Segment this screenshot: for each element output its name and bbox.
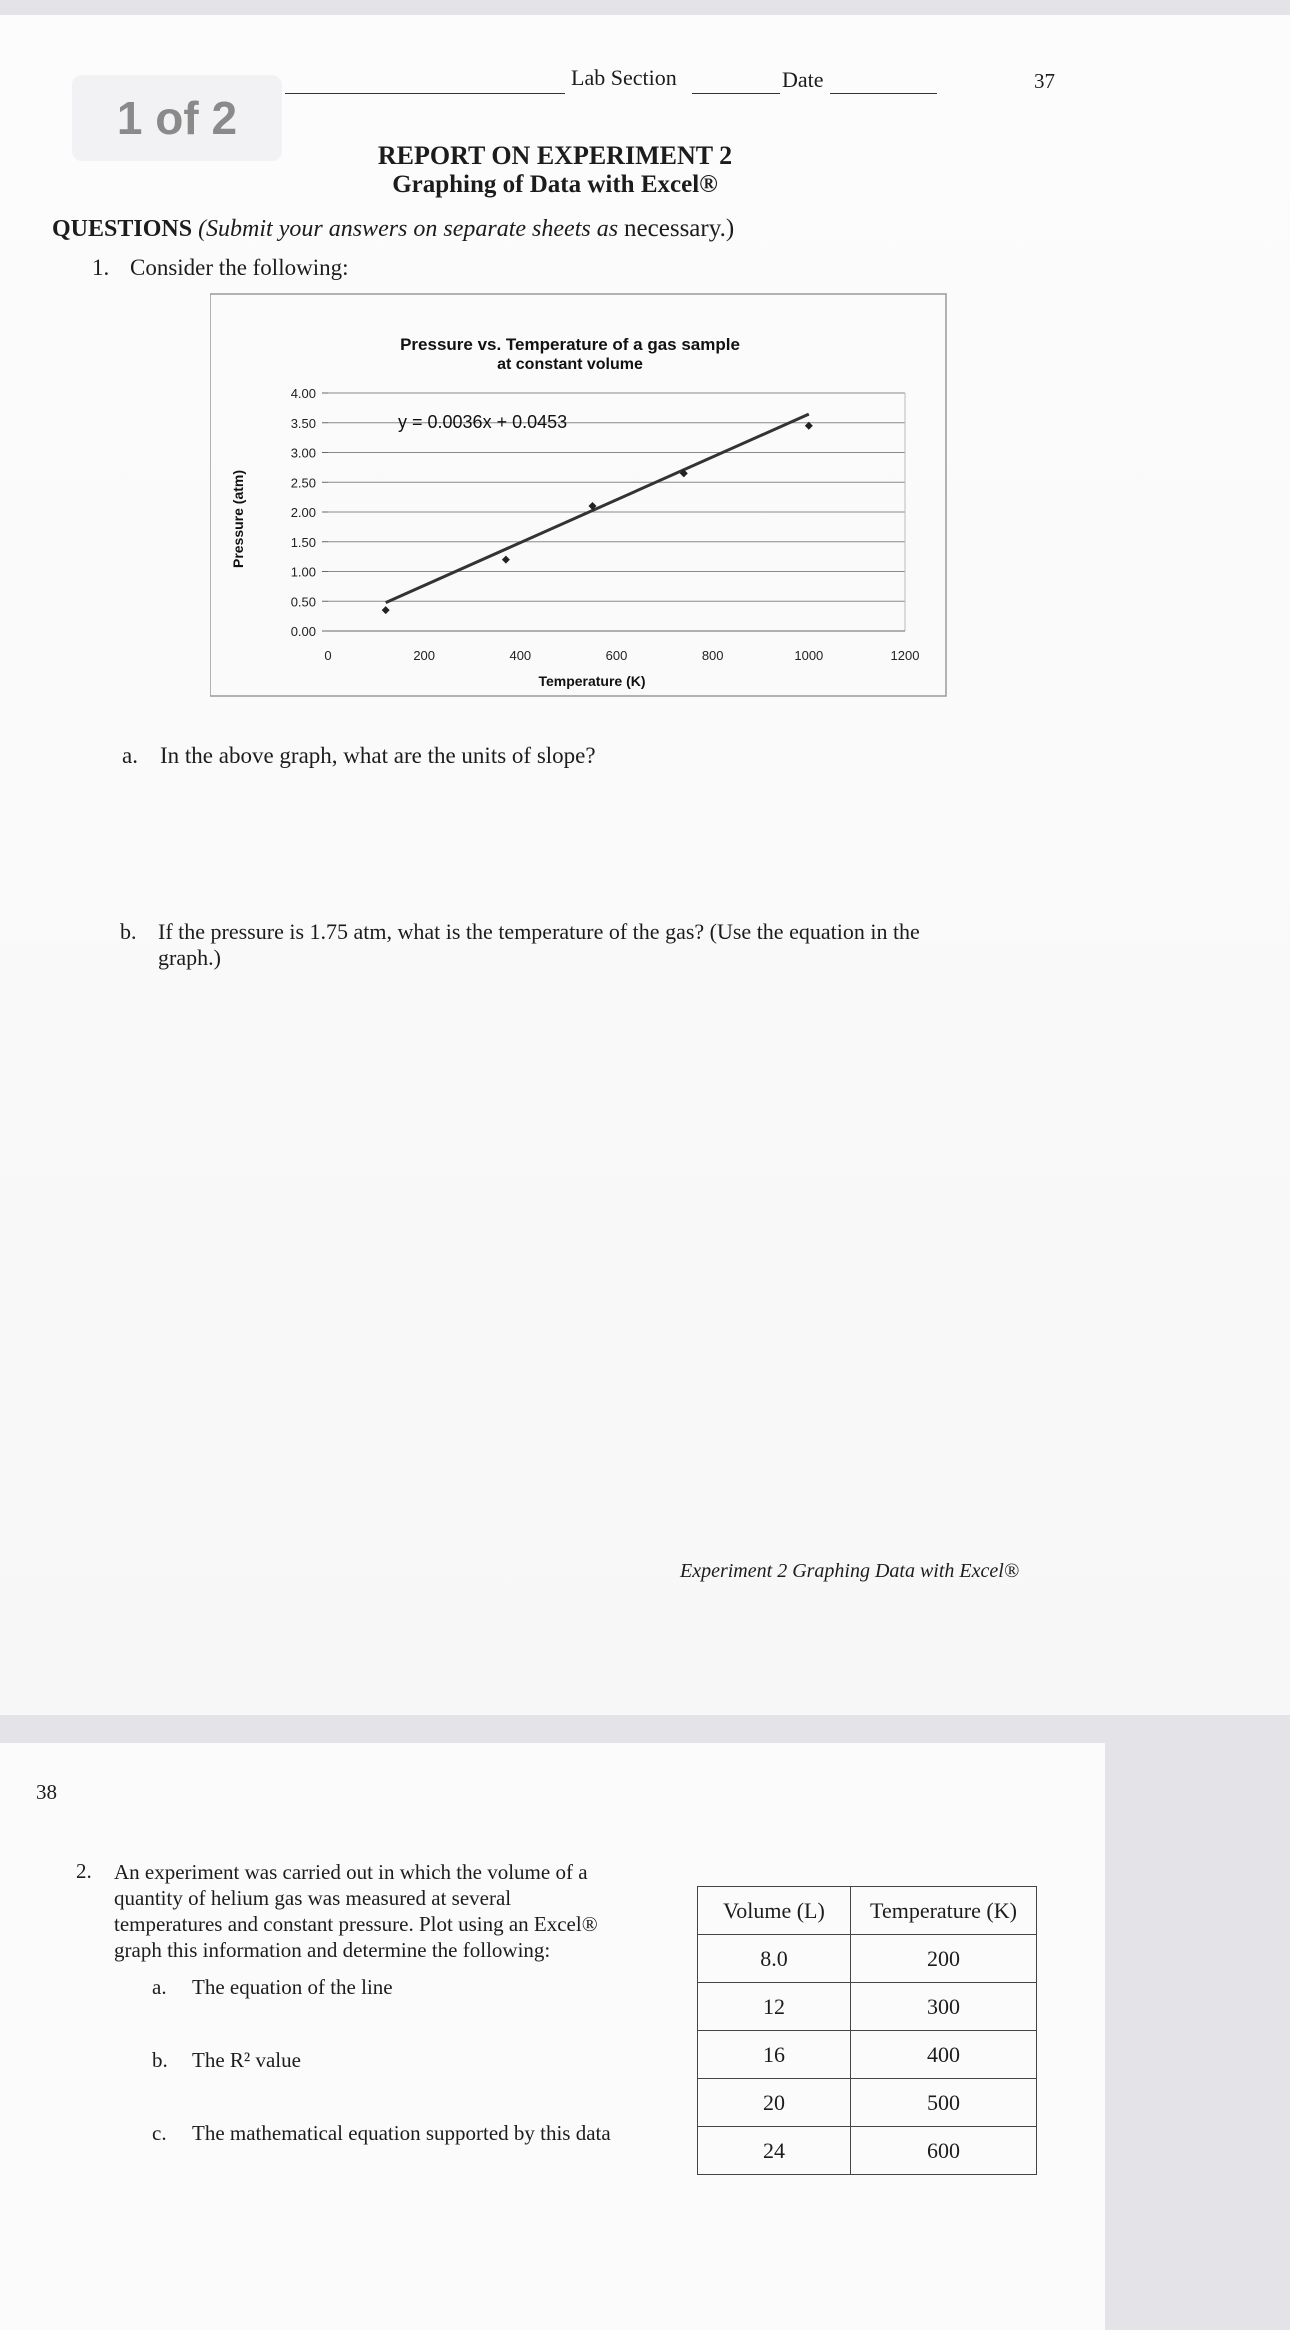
page-indicator: 1 of 2 [72,75,282,161]
table-cell: 12 [698,1983,851,2031]
y-tick-label: 2.50 [290,475,316,491]
x-tick-label: 400 [509,648,532,663]
question-2-line: An experiment was carried out in which the volume of a [114,1860,588,1884]
table-cell: 400 [851,2031,1037,2079]
x-axis-label: Temperature (K) [538,673,646,689]
y-tick-label: 1.50 [290,534,316,550]
sub-a-letter: a. [152,1975,167,1999]
question-a-text: In the above graph, what are the units of slope? [160,743,596,768]
table-cell: 24 [698,2127,851,2175]
table-cell: 16 [698,2031,851,2079]
report-title: REPORT ON EXPERIMENT 2 [377,141,733,170]
table-header-volume: Volume (L) [698,1887,851,1935]
question-b-text-line2: graph.) [158,945,221,970]
date-blank-line [830,93,937,94]
questions-label: QUESTIONS [52,216,193,242]
question-2-line: temperatures and constant pressure. Plot using an Excel® [114,1912,598,1936]
document-page-2 [0,1743,1105,2330]
question-2-line: quantity of helium gas was measured at several [114,1886,512,1910]
page-number: 37 [1034,69,1055,93]
x-tick-label: 600 [605,648,628,663]
y-tick-label: 0.00 [290,624,316,639]
sub-b-letter: b. [152,2048,168,2072]
table-cell: 20 [698,2079,851,2127]
question-1-number: 1. [92,255,110,280]
x-tick-label: 1000 [794,648,824,663]
page-footer: Experiment 2 Graphing Data with Excel® [680,1560,1020,1582]
data-point [382,606,390,614]
sub-b-text: The R² value [192,2048,301,2072]
y-tick-label: 3.00 [290,445,316,461]
trendline [386,414,809,602]
pressure-temperature-chart [210,292,948,712]
report-subtitle: Graphing of Data with Excel® [392,171,718,198]
page-number-2: 38 [36,1780,57,1804]
chart-border [210,294,946,696]
y-axis-label: Pressure (atm) [230,469,246,569]
x-tick-label: 800 [701,648,724,663]
volume-temperature-table [697,1886,1037,2175]
x-tick-label: 200 [413,648,436,663]
table-row [698,2031,1037,2079]
table-row [698,1935,1037,1983]
lab-section-blank-line [692,93,780,94]
table-row [698,1983,1037,2031]
table-header-temperature: Temperature (K) [851,1887,1037,1935]
chart-subtitle: at constant volume [497,356,643,373]
question-2-text [114,1859,598,1963]
date-label: Date [782,67,824,92]
y-tick-label: 2.00 [290,505,316,520]
y-tick-label: 4.00 [290,386,316,401]
y-tick-label: 0.50 [290,594,316,610]
table-row [698,2079,1037,2127]
question-b-text-line1: If the pressure is 1.75 atm, what is the temperature of the gas? (Use the equation in the [158,919,920,944]
name-blank-line [285,93,565,94]
question-a-letter: a. [122,743,138,768]
questions-heading [52,215,734,243]
question-2-line: graph this information and determine the following: [114,1938,551,1962]
sub-c-text: The mathematical equation supported by this data [192,2121,611,2145]
chart-title: Pressure vs. Temperature of a gas sample [400,335,740,354]
lab-section-label: Lab Section [571,65,677,90]
trendline-equation: y = 0.0036x + 0.0453 [398,412,568,432]
y-tick-label: 1.00 [290,564,316,580]
table-cell: 500 [851,2079,1037,2127]
question-2-number: 2. [76,1859,92,1883]
questions-note: (Submit your answers on separate sheets as [198,216,619,242]
sub-c-letter: c. [152,2121,167,2145]
table-header-row [698,1887,1037,1935]
data-point [502,556,510,564]
table-cell: 200 [851,1935,1037,1983]
question-1-text: Consider the following: [130,255,349,280]
sub-a-text: The equation of the line [192,1975,393,1999]
question-b-letter: b. [120,919,137,944]
y-tick-label: 3.50 [290,415,316,431]
table-row [698,2127,1037,2175]
document-page-1 [0,15,1290,1715]
x-tick-label: 1200 [890,648,920,663]
table-cell: 300 [851,1983,1037,2031]
x-tick-label: 0 [324,648,332,663]
questions-note-end: necessary.) [624,215,735,242]
table-cell: 8.0 [698,1935,851,1983]
table-cell: 600 [851,2127,1037,2175]
